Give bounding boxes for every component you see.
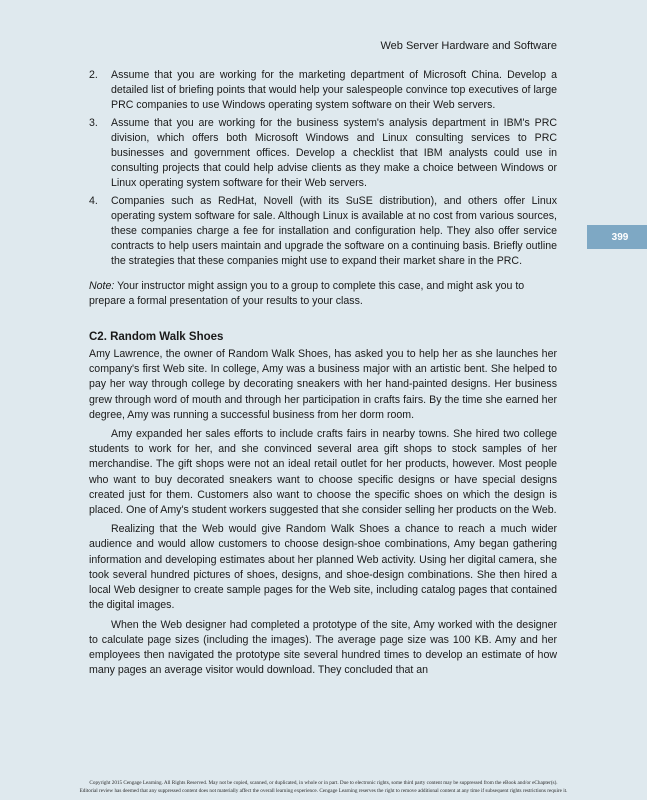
case-paragraph: Amy expanded her sales efforts to include crafts fairs in nearby towns. She hired two college students to work for her, and she convinced several area gift shops to stock samples of her merchandise. The gift shops were not an ideal retail outlet for her products, however. Most people who want to buy decorated sneakers want to choose specific designs or have special designs created just for them. Customers also want to choose the specific shoes on which the design is placed. One of Amy's student workers suggested that she consider selling her products on the Web. xyxy=(89,428,557,517)
question-text: Assume that you are working for the marketing department of Microsoft China. Develop a detailed list of briefing points that would help your salespeople convince top executives of large PRC companies to use Windows operating system software on their Web servers. xyxy=(111,69,557,112)
case-paragraph: Realizing that the Web would give Random Walk Shoes a chance to reach a much wider audience and would allow customers to choose design-shoe combinations, Amy began gathering information and developing estimates about her planned Web activity. Using her digital camera, she took several hundred pictures of shoes, designs, and shoe-design combinations. She then hired a local Web designer to create sample pages for the Web site, including catalog pages that contained the digital images. xyxy=(89,523,557,612)
question-item xyxy=(89,194,557,270)
question-text: Companies such as RedHat, Novell (with its SuSE distribution), and others offer Linux operating system software for sale. Although Linux is available at no cost from various sources, these companies charge a fee for installation and configuration help. They also offer service contracts to help users maintain and upgrade the software on a continuing basis. Briefly outline the strategies that these companies might use to expand their market share in the PRC. xyxy=(111,194,557,268)
question-item xyxy=(89,68,557,114)
copyright-line-1: Copyright 2015 Cengage Learning. All Rights Reserved. May not be copied, scanned, or duplicated, in whole or in part. Due to electronic rights, some third party content may be suppressed from the eBook and/or eChapter(s). xyxy=(89,780,558,786)
running-head: Web Server Hardware and Software xyxy=(380,40,557,52)
note-text: Your instructor might assign you to a group to complete this case, and might ask you to prepare a formal presentation of your results to your class. xyxy=(89,279,525,307)
instructor-note xyxy=(89,279,557,309)
case-title: C2. Random Walk Shoes xyxy=(89,331,224,344)
page-number-tab: 399 xyxy=(587,225,647,249)
question-number: 2. xyxy=(89,69,98,81)
question-list xyxy=(89,68,557,270)
page-body xyxy=(89,68,557,682)
question-text: Assume that you are working for the business system's analysis department in IBM's PRC division, which offers both Microsoft Windows and Linux consulting services to PRC businesses and government offices. Develop a checklist that IBM analysts could use in consulting projects that could help advise clients as they make a choice between Windows or Linux operating system software for their Web servers. xyxy=(111,116,557,190)
copyright-line-2: Editorial review has deemed that any suppressed content does not materially affect the overall learning experience. Cengage Learning reserves the right to remove additional content at any time if subsequent rights restrictions require it. xyxy=(79,788,568,794)
question-number: 3. xyxy=(89,116,98,129)
question-item xyxy=(89,116,557,192)
case-paragraph: Amy Lawrence, the owner of Random Walk Shoes, has asked you to help her as she launches her company's first Web site. In college, Amy was a business major with an artistic bent. She helped to pay her way through college by decorating sneakers with her hand-painted designs. Her business grew through word of mouth and through her participation in crafts fairs. By the time she earned her degree, Amy was running a successful business from her dorm room. xyxy=(89,348,557,421)
note-label: Note: xyxy=(89,279,115,292)
case-paragraph: When the Web designer had completed a prototype of the site, Amy worked with the designer to calculate page sizes (including the images). The average page size was 100 KB. Amy and her employees then navigated the prototype site several hundred times to develop an estimate of how many pages an average visitor would download. They concluded that an xyxy=(89,618,557,677)
question-number: 4. xyxy=(89,194,98,207)
copyright-footer xyxy=(0,779,647,795)
